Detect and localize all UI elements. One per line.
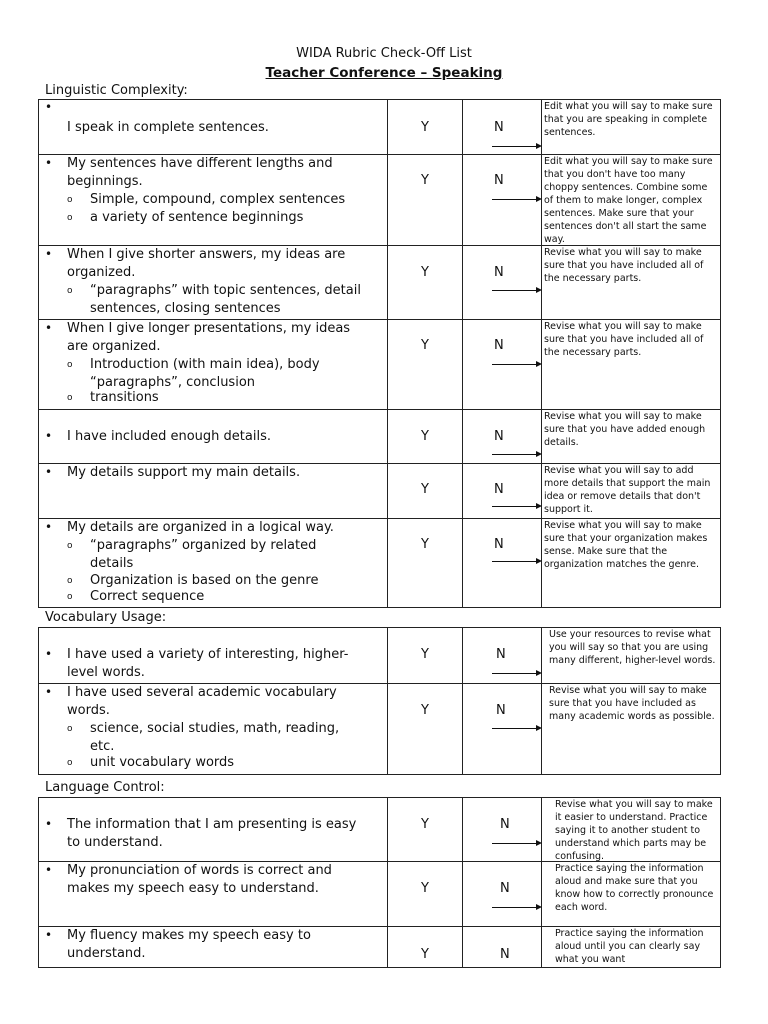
arrow-icon: [492, 146, 538, 147]
no-option[interactable]: N: [494, 338, 504, 353]
doc-title: WIDA Rubric Check-Off List: [296, 46, 472, 61]
criterion-text: makes my speech easy to understand.: [67, 881, 319, 896]
yes-option[interactable]: Y: [421, 647, 429, 662]
criterion-subtext: Introduction (with main idea), body: [90, 357, 320, 372]
bullet-icon: •: [45, 156, 53, 170]
arrow-icon: [492, 454, 538, 455]
table-row: [39, 862, 721, 927]
criterion-subtext: “paragraphs”, conclusion: [90, 375, 256, 390]
bullet-icon: •: [45, 100, 53, 114]
sub-bullet-icon: o: [67, 286, 73, 296]
criterion-subtext: Simple, compound, complex sentences: [90, 192, 346, 207]
bullet-icon: •: [45, 928, 53, 942]
feedback-text: Revise what you will say to make sure that you have included all of the necessary parts.: [544, 321, 704, 358]
bullet-icon: •: [45, 685, 53, 699]
criterion-text: My pronunciation of words is correct and: [67, 863, 332, 878]
criterion-text: organized.: [67, 265, 136, 280]
criterion-text: My sentences have different lengths and: [67, 156, 333, 171]
yes-option[interactable]: Y: [421, 429, 429, 444]
feedback-text: Revise what you will say to make it easier to understand. Practice saying it to another student to understand which parts may be confusing.: [555, 799, 713, 862]
yes-option[interactable]: Y: [421, 265, 429, 280]
criterion-text: I have used a variety of interesting, higher-: [67, 647, 349, 662]
no-option[interactable]: N: [500, 881, 510, 896]
bullet-icon: •: [45, 520, 53, 534]
no-option[interactable]: N: [496, 647, 506, 662]
criterion-text: When I give shorter answers, my ideas are: [67, 247, 346, 262]
no-option[interactable]: N: [494, 537, 504, 552]
sub-bullet-icon: o: [67, 592, 73, 602]
yes-option[interactable]: Y: [421, 482, 429, 497]
criterion-text: level words.: [67, 665, 145, 680]
table-row: [39, 628, 721, 684]
no-option[interactable]: N: [494, 429, 504, 444]
yes-option[interactable]: Y: [421, 338, 429, 353]
bullet-icon: •: [45, 321, 53, 335]
section-label-language-control: Language Control:: [45, 780, 165, 795]
feedback-text: Edit what you will say to make sure that you don't have too many choppy sentences. Combine some of them to make longer, complex sentences. Make sure that your sentences don't all start the same way.: [544, 156, 713, 245]
table-row: [39, 464, 721, 519]
yes-option[interactable]: Y: [421, 881, 429, 896]
criterion-text: beginnings.: [67, 174, 143, 189]
sub-bullet-icon: o: [67, 758, 73, 768]
criterion-text: words.: [67, 703, 110, 718]
sub-bullet-icon: o: [67, 541, 73, 551]
doc-subtitle: Teacher Conference – Speaking: [265, 65, 503, 81]
table-row: [39, 320, 721, 410]
no-option[interactable]: N: [494, 120, 504, 135]
sub-bullet-icon: o: [67, 724, 73, 734]
criterion-subtext: details: [90, 556, 134, 571]
arrow-icon: [492, 843, 538, 844]
bullet-icon: •: [45, 863, 53, 877]
arrow-icon: [492, 199, 538, 200]
feedback-text: Edit what you will say to make sure that you are speaking in complete sentences.: [544, 101, 713, 138]
table-row: [39, 246, 721, 320]
yes-option[interactable]: Y: [421, 947, 429, 962]
table-row: [39, 155, 721, 246]
arrow-icon: [492, 561, 538, 562]
bullet-icon: •: [45, 465, 53, 479]
criterion-text: When I give longer presentations, my ideas: [67, 321, 351, 336]
bullet-icon: •: [45, 429, 53, 443]
criterion-text: understand.: [67, 946, 146, 961]
bullet-icon: •: [45, 817, 53, 831]
yes-option[interactable]: Y: [421, 817, 429, 832]
sub-bullet-icon: o: [67, 195, 73, 205]
criterion-subtext: “paragraphs” organized by related: [90, 538, 317, 553]
no-option[interactable]: N: [500, 817, 510, 832]
feedback-text: Practice saying the information aloud and make sure that you know how to correctly pronounce each word.: [555, 863, 714, 913]
sub-bullet-icon: o: [67, 576, 73, 586]
criterion-subtext: science, social studies, math, reading,: [90, 721, 340, 736]
table-row: [39, 798, 721, 862]
arrow-icon: [492, 673, 538, 674]
feedback-text: Revise what you will say to make sure that you have included as many academic words as possible.: [549, 685, 715, 722]
yes-option[interactable]: Y: [421, 173, 429, 188]
table-row: [39, 410, 721, 464]
table-row: [39, 519, 721, 608]
feedback-text: Use your resources to revise what you will say so that you are using many different, higher-level words.: [549, 629, 716, 666]
section-label-linguistic: Linguistic Complexity:: [45, 83, 188, 98]
no-option[interactable]: N: [494, 173, 504, 188]
table-linguistic: [38, 99, 721, 608]
bullet-icon: •: [45, 647, 53, 661]
no-option[interactable]: N: [500, 947, 510, 962]
yes-option[interactable]: Y: [421, 120, 429, 135]
arrow-icon: [492, 907, 538, 908]
criterion-text: I have included enough details.: [67, 429, 271, 444]
section-label-vocabulary: Vocabulary Usage:: [45, 610, 167, 625]
criterion-subtext: Correct sequence: [90, 589, 205, 604]
criterion-text: I speak in complete sentences.: [67, 120, 269, 135]
feedback-text: Revise what you will say to add more details that support the main idea or remove details that don't support it.: [544, 465, 711, 515]
criterion-text: to understand.: [67, 835, 163, 850]
yes-option[interactable]: Y: [421, 537, 429, 552]
table-row: [39, 684, 721, 775]
feedback-text: Revise what you will say to make sure that you have added enough details.: [544, 411, 706, 448]
criterion-subtext: sentences, closing sentences: [90, 301, 281, 316]
criterion-subtext: unit vocabulary words: [90, 755, 235, 770]
feedback-text: Revise what you will say to make sure that your organization makes sense. Make sure that the organization matches the genre.: [544, 520, 708, 570]
sub-bullet-icon: o: [67, 360, 73, 370]
bullet-icon: •: [45, 247, 53, 261]
table-row: [39, 927, 721, 968]
criterion-text: My details support my main details.: [67, 465, 301, 480]
arrow-icon: [492, 506, 538, 507]
criterion-subtext: transitions: [90, 390, 159, 405]
feedback-text: Revise what you will say to make sure that you have included all of the necessary parts.: [544, 247, 704, 284]
table-language-control: [38, 797, 721, 968]
no-option[interactable]: N: [494, 482, 504, 497]
yes-option[interactable]: Y: [421, 703, 429, 718]
no-option[interactable]: N: [494, 265, 504, 280]
table-row: [39, 100, 721, 155]
criterion-text: My details are organized in a logical way.: [67, 520, 334, 535]
no-option[interactable]: N: [496, 703, 506, 718]
table-vocabulary: [38, 627, 721, 775]
arrow-icon: [492, 290, 538, 291]
criterion-subtext: etc.: [90, 739, 115, 754]
criterion-text: I have used several academic vocabulary: [67, 685, 337, 700]
sub-bullet-icon: o: [67, 213, 73, 223]
criterion-text: The information that I am presenting is easy: [67, 817, 357, 832]
sub-bullet-icon: o: [67, 393, 73, 403]
criterion-subtext: a variety of sentence beginnings: [90, 210, 304, 225]
criterion-text: My fluency makes my speech easy to: [67, 928, 311, 943]
arrow-icon: [492, 364, 538, 365]
criterion-subtext: Organization is based on the genre: [90, 573, 319, 588]
arrow-icon: [492, 728, 538, 729]
feedback-text: Practice saying the information aloud until you can clearly say what you want: [555, 928, 704, 965]
criterion-text: are organized.: [67, 339, 161, 354]
criterion-subtext: “paragraphs” with topic sentences, detail: [90, 283, 361, 298]
